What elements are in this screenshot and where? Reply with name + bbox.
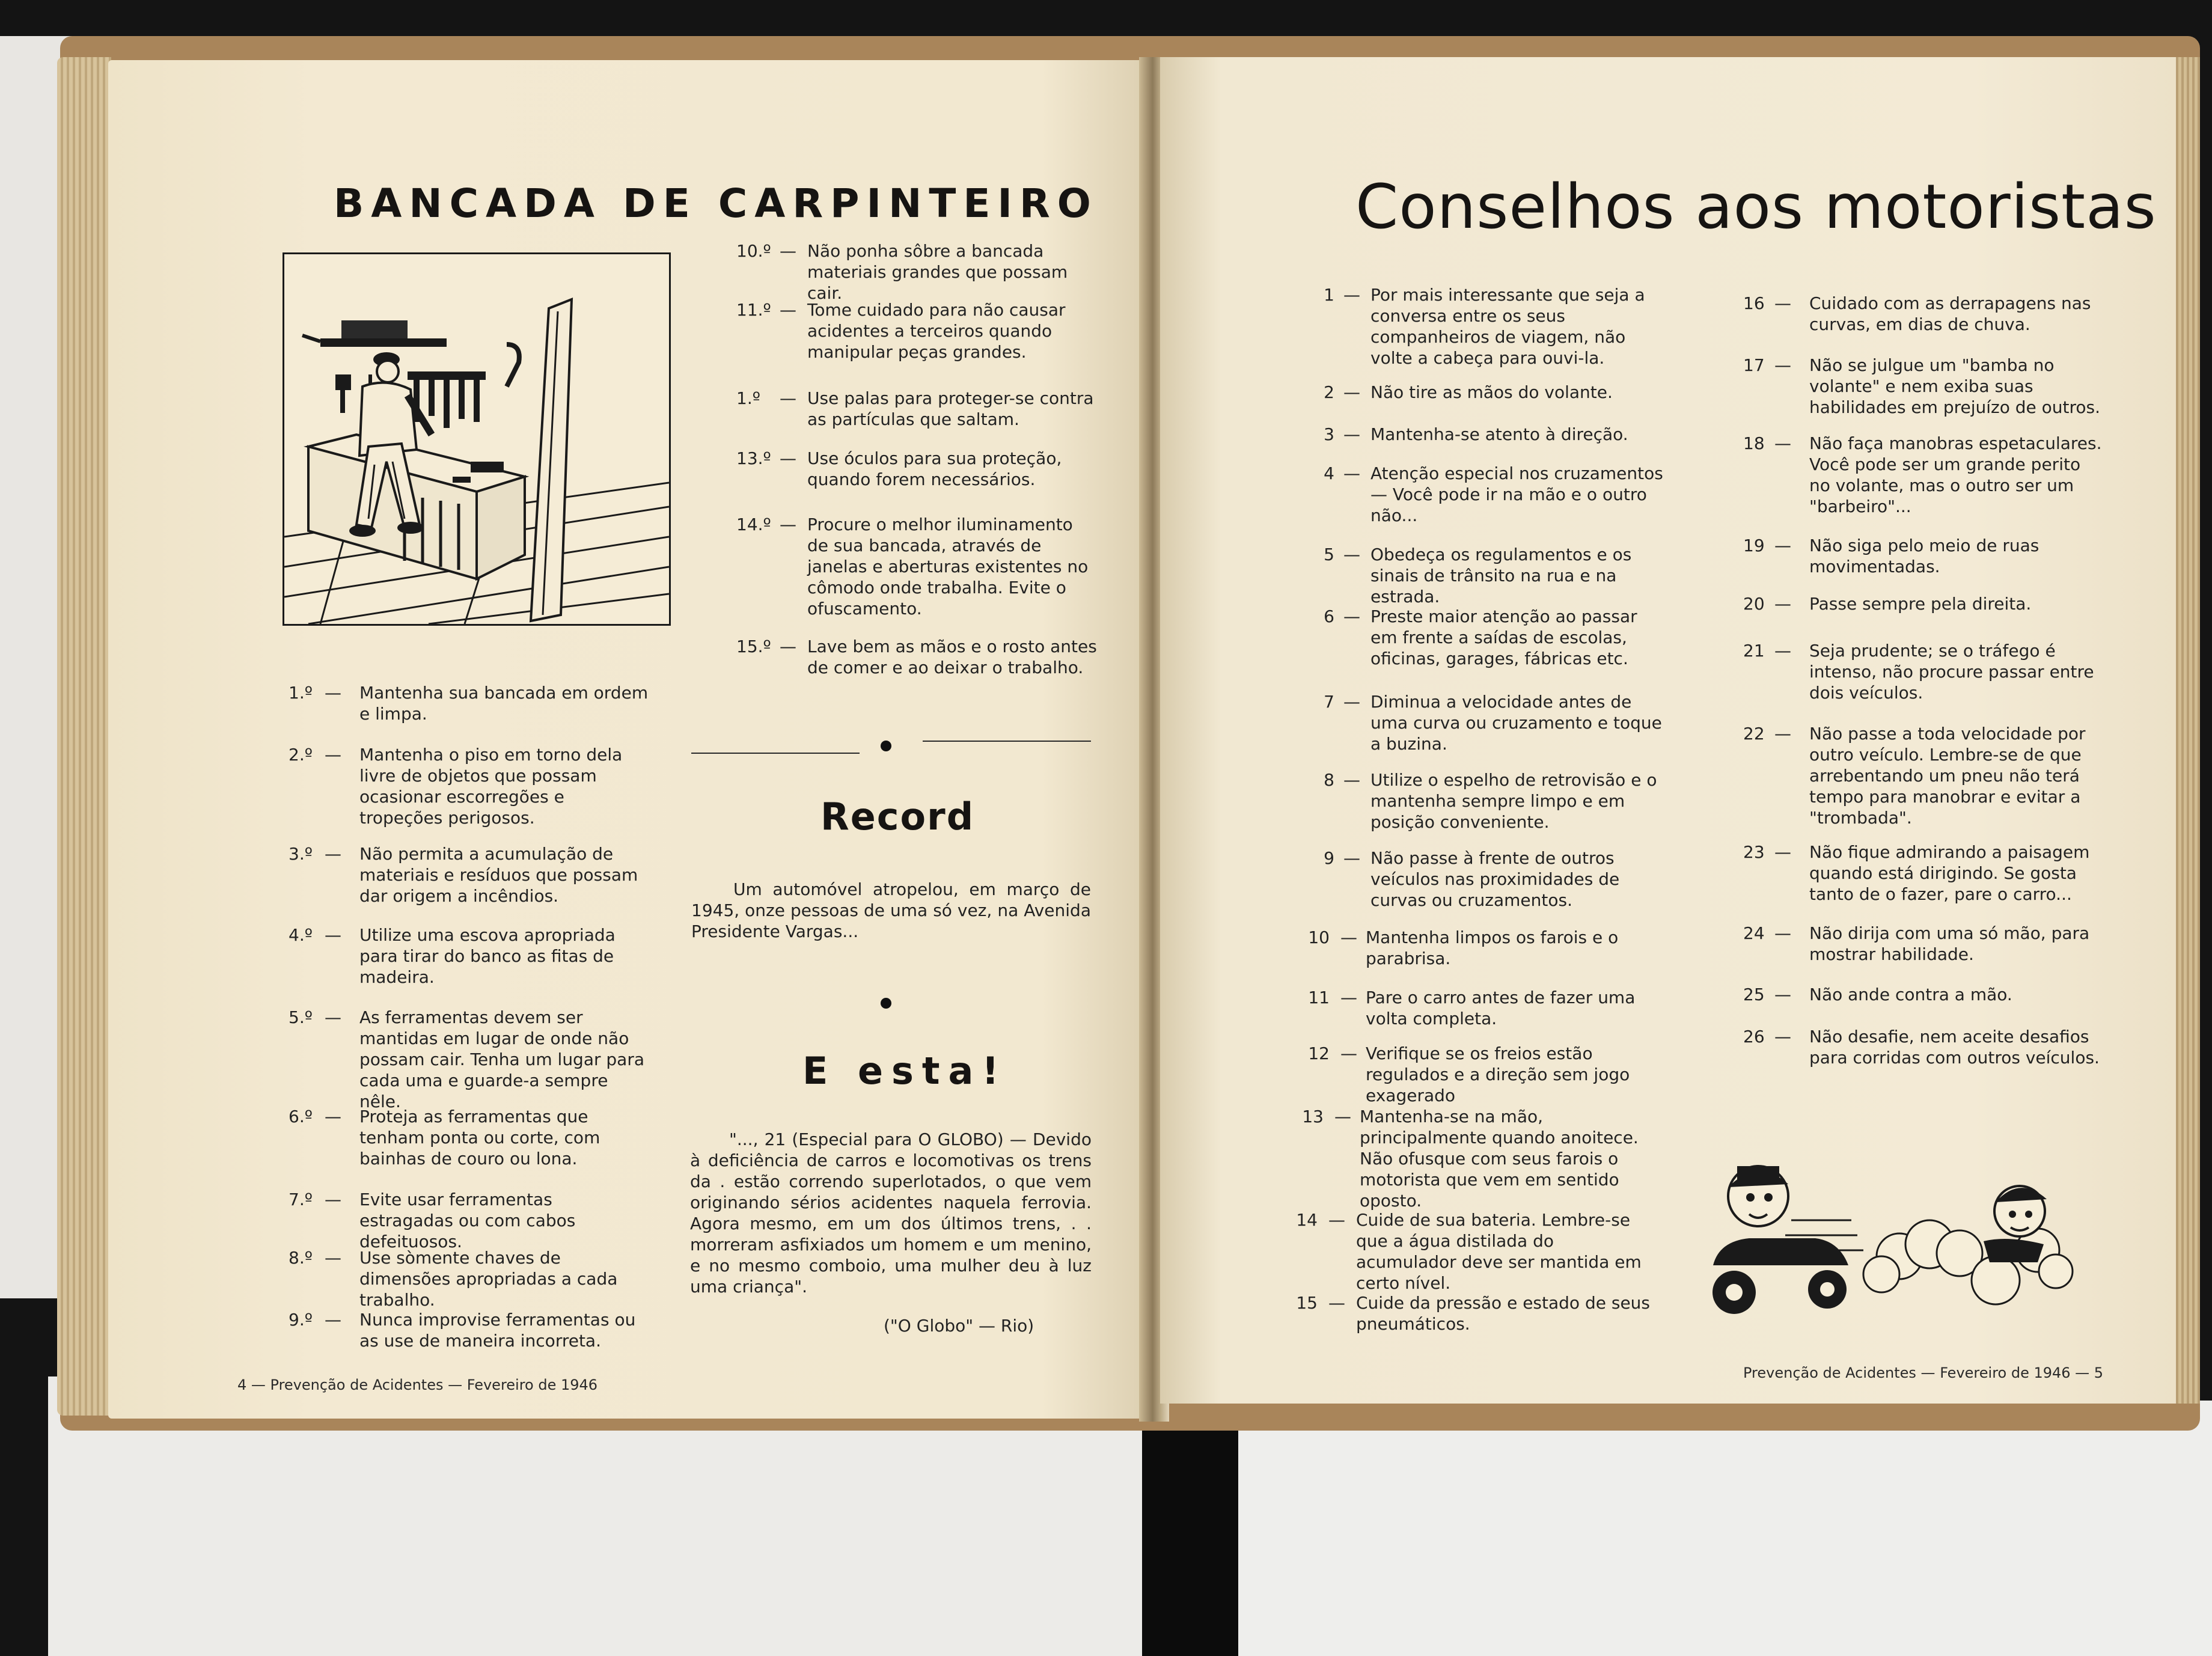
cartoon-car-drivers-svg: [1701, 1130, 2074, 1334]
esta-heading: E esta!: [802, 1049, 1007, 1093]
right-page-title: Conselhos aos motoristas: [1355, 171, 2157, 243]
cartoon-car-drivers-illustration: [1701, 1130, 2074, 1334]
carpenter-illustration-svg: [284, 254, 669, 624]
record-heading: Record: [820, 795, 975, 839]
separator-dot: [881, 741, 891, 751]
separator-dot: [881, 998, 891, 1009]
left-page-footer: 4 — Prevenção de Acidentes — Fevereiro de 1946: [237, 1376, 598, 1393]
separator-line-left: [691, 753, 860, 754]
background-cloth-right: [1238, 1401, 2212, 1656]
page-edges-left: [57, 57, 111, 1416]
esta-text: "..., 21 (Especial para O GLOBO) — Devido à deficiência de carros e locomotivas os trens da . estão correndo superlotados, o que vem originando sérios acidentes naquela ferrovia. Agora mesmo, em um dos últimos trens, . . morreram asfixiados um homem e um menino, e no mesmo comboio, uma mulher deu à luz uma criança".: [690, 1129, 1092, 1297]
record-text: Um automóvel atropelou, em março de 1945, onze pessoas de uma só vez, na Avenida Presidente Vargas...: [691, 879, 1091, 941]
page-edges-right: [2173, 57, 2200, 1404]
separator-line-right: [923, 741, 1091, 742]
right-page-footer: Prevenção de Acidentes — Fevereiro de 1946 — 5: [1743, 1364, 2104, 1381]
esta-source: ("O Globo" — Rio): [884, 1316, 1034, 1336]
left-page-title: BANCADA DE CARPINTEIRO: [334, 180, 1098, 227]
carpenter-illustration: [283, 252, 671, 626]
